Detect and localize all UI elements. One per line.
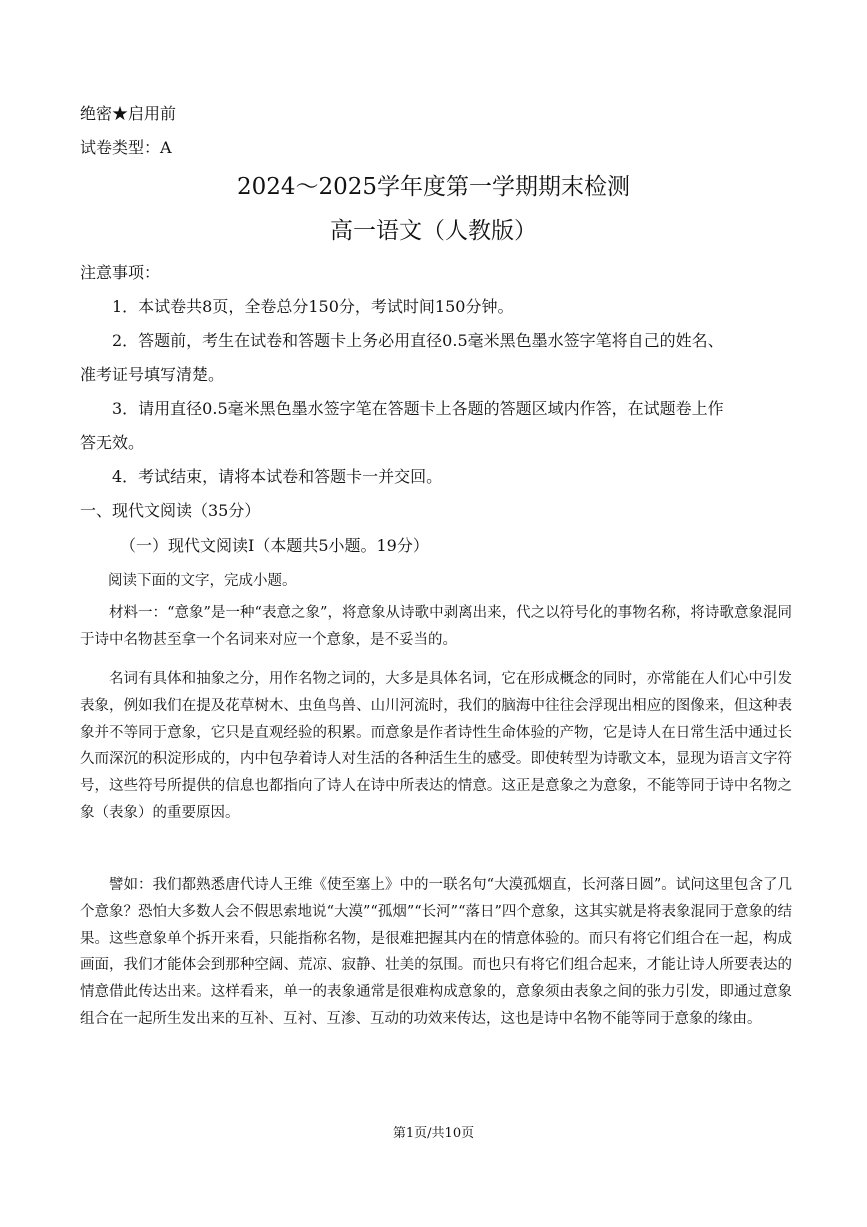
notice-heading: 注意事项： (80, 263, 161, 282)
notice-item-3-line-1: 3．请用直径0.5毫米黑色墨水签字笔在答题卡上各题的答题区域内作答，在试题卷上作 (112, 399, 724, 418)
confidential-label: 绝密★启用前 (80, 104, 177, 123)
section-heading: 一、现代文阅读（35分） (80, 501, 261, 520)
notice-item-3-line-2: 答无效。 (80, 433, 145, 452)
paragraph-wang-wei-example: 譬如：我们都熟悉唐代诗人王维《使至塞上》中的一联名句“大漠孤烟直，长河落日圆”。试问这里包含了几个意象？恐怕大多数人会不假思索地说“大漠”“孤烟”“长河”“落日”四个意象，这其实就是将表象混同于意象的结果。这些意象单个拆开来看，只能指称名物，是很难把握其内在的情意体验的。而只有将它们组合在一起，构成画面，我们才能体会到那种空阔、荒凉、寂静、壮美的氛围。而也只有将它们组合起来，才能让诗人所要表达的情意借此传达出来。这样看来，单一的表象通常是很难构成意象的，意象须由表象之间的张力引发，即通过意象组合在一起所生发出来的互补、互衬、互渗、互动的功效来传达，这也是诗中名物不能等同于意象的缘由。 (80, 877, 792, 1027)
paper-type-label: 试卷类型：A (80, 138, 172, 157)
paragraph-nouns-and-images: 名词有具体和抽象之分，用作名物之词的，大多是具体名词，它在形成概念的同时，亦常能在人们心中引发表象，例如我们在提及花草树木、虫鱼鸟兽、山川河流时，我们的脑海中往往会浮现出相应的图像来，但这种表象并不等同于意象，它只是直观经验的积累。而意象是作者诗性生命体验的产物，它是诗人在日常生活中通过长久而深沉的积淀形成的，内中包孕着诗人对生活的各种活生生的感受。即使转型为诗歌文本，显现为语言文字符号，这些符号所提供的信息也都指向了诗人在诗中所表达的情意。这正是意象之为意象，不能等同于诗中名物之象（表象）的重要原因。 (80, 671, 792, 821)
notice-item-1: 1．本试卷共8页，全卷总分150分，考试时间150分钟。 (112, 297, 514, 316)
notice-item-2-line-1: 2．答题前，考生在试卷和答题卡上务必用直径0.5毫米黑色墨水签字笔将自己的姓名、 (112, 331, 724, 350)
exam-title: 2024～2025学年度第一学期期末检测 (236, 174, 631, 200)
section-subheading: （一）现代文阅读Ⅰ（本题共5小题。19分） (120, 536, 429, 555)
paragraph-material-one: 材料一：“意象”是一种“表意之象”，将意象从诗歌中剥离出来，代之以符号化的事物名称，将诗歌意象混同于诗中名物甚至拿一个名词来对应一个意象，是不妥当的。 (80, 605, 792, 648)
notice-item-2-line-2: 准考证号填写清楚。 (80, 365, 225, 384)
page-number: 第1页/共10页 (392, 1126, 475, 1141)
notice-item-4: 4．考试结束，请将本试卷和答题卡一并交回。 (112, 467, 443, 486)
reading-instruction: 阅读下面的文字，完成小题。 (108, 573, 297, 589)
exam-subtitle: 高一语文（人教版） (330, 218, 537, 244)
